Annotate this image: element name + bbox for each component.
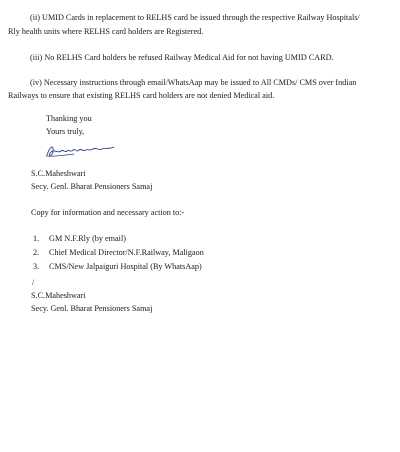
slash-mark: / xyxy=(32,278,35,287)
signer-name: S.C.Maheshwari xyxy=(31,169,86,178)
copy-to-heading: Copy for information and necessary action to:- xyxy=(31,208,185,217)
handwritten-signature xyxy=(44,140,124,160)
para-iii: (iii) No RELHS Card holders be refused Railway Medical Aid for not having UMID CARD. xyxy=(30,53,334,62)
copy-list-item xyxy=(33,248,204,258)
list-text: CMS/New Jalpaiguri Hospital (By WhatsAap) xyxy=(49,262,202,271)
para-ii-line-1: (ii) UMID Cards in replacement to RELHS card be issued through the respective Railway Hospitals/ xyxy=(30,13,360,22)
signer-title-2: Secy. Genl. Bharat Pensioners Samaj xyxy=(31,304,153,313)
copy-list-item xyxy=(33,234,126,244)
para-ii-line-2: Rly health units where RELHS card holders are Registered. xyxy=(8,27,204,36)
copy-list-item xyxy=(33,262,202,272)
para-iv-line-1: (iv) Necessary instructions through email/WhatsAap may be issued to All CMDs/ CMS over Indian xyxy=(30,78,357,87)
signer-name-2: S.C.Maheshwari xyxy=(31,291,86,300)
closing-thanks: Thanking you xyxy=(46,114,92,123)
signer-title: Secy. Genl. Bharat Pensioners Samaj xyxy=(31,182,153,191)
list-number: 3. xyxy=(33,262,40,271)
closing-yours-truly: Yours truly, xyxy=(46,127,85,136)
list-text: Chief Medical Director/N.F.Railway, Maligaon xyxy=(49,248,204,257)
list-text: GM N.F.Rly (by email) xyxy=(49,234,126,243)
list-number: 1. xyxy=(33,234,40,243)
list-number: 2. xyxy=(33,248,40,257)
para-iv-line-2: Railways to ensure that existing RELHS card holders are not denied Medical aid. xyxy=(8,91,275,100)
